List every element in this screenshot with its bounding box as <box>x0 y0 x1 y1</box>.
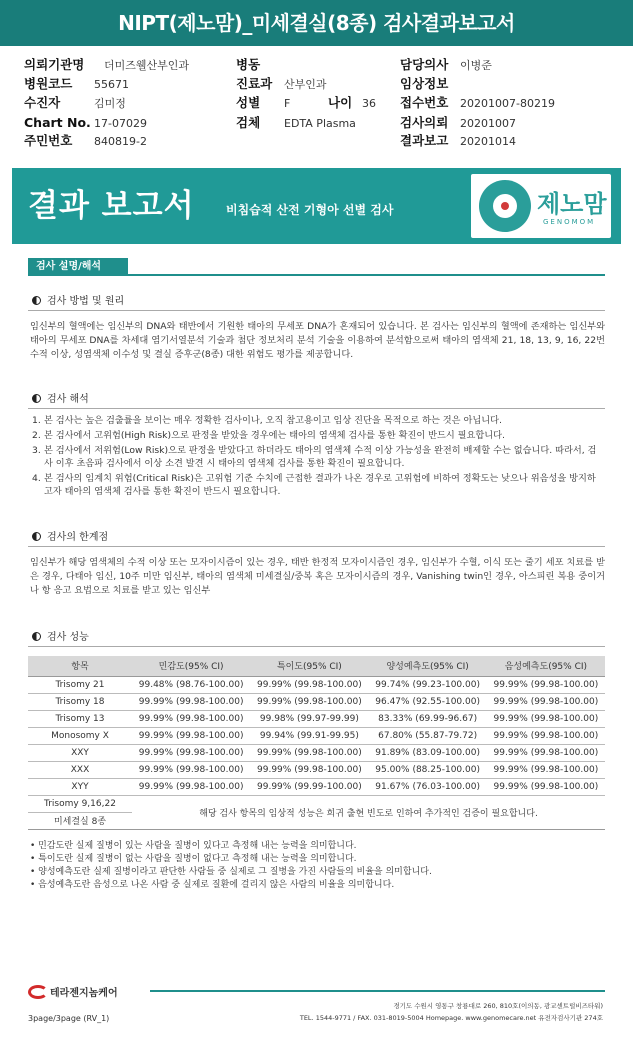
patient-info <box>0 52 633 152</box>
half-circle-icon <box>32 532 41 541</box>
info-examinee: 수진자 김미정 <box>24 95 126 110</box>
note-item: • 특이도란 실제 질병이 없는 사람을 질병이 없다고 측정해 내는 능력을 의미합니다. <box>30 854 357 864</box>
info-ward: 병동 <box>236 57 261 72</box>
half-circle-icon <box>32 632 41 641</box>
info-receipt-no: 접수번호 20201007-80219 <box>400 95 555 110</box>
table-row: XXX 99.99% (99.98-100.00) 99.99% (99.98-100.00) 95.00% (88.25-100.00) 99.99% (99.98-100.00) <box>28 761 605 778</box>
section-tab: 검사 설명/해석 <box>28 258 128 275</box>
info-department: 진료과 산부인과 <box>236 76 327 91</box>
genomom-logo <box>471 174 611 238</box>
logo-emblem-icon <box>479 180 531 232</box>
column-header: 항목 <box>28 656 132 676</box>
table-row: Trisomy 21 99.48% (98.76-100.00) 99.99% (99.98-100.00) 99.74% (99.23-100.00) 99.99% (99.98-100.00) <box>28 676 605 693</box>
table-row-rare: 미세결실 8종 <box>28 812 605 829</box>
logo-subtext: GENOMOM <box>543 218 596 226</box>
table-row: XXY 99.99% (99.98-100.00) 99.99% (99.98-100.00) 91.89% (83.09-100.00) 99.99% (99.98-100.00) <box>28 744 605 761</box>
section-divider <box>28 274 605 276</box>
banner-subtitle: 비침습적 산전 기형아 선별 검사 <box>226 203 394 217</box>
info-hospital-code: 병원코드 55671 <box>24 76 129 91</box>
table-row: XYY 99.99% (99.98-100.00) 99.99% (99.99-100.00) 91.67% (76.03-100.00) 99.99% (99.98-100.00) <box>28 778 605 795</box>
interpretation-list <box>32 414 602 500</box>
limits-heading: 검사의 한계점 <box>32 528 108 543</box>
list-item: 4. 본 검사의 임계치 위험(Critical Risk)은 고위험 기준 수치에 근접한 결과가 나온 경우로 고위험에 비하여 정확도는 낮으나 위음성을 방지하고자 태아의 염색체 검사를 통한 확진이 반드시 필요합니다. <box>32 473 596 497</box>
footer-address: 경기도 수원시 영통구 창룡대로 260, 810호(이의동, 광교센트럴비즈타워) TEL. 1544-9771 / FAX. 031-8019-5004 Homepage. www.genomecare.net 유전자검사기관 274호 <box>299 1002 603 1022</box>
method-heading: 검사 방법 및 원리 <box>32 292 124 307</box>
half-circle-icon <box>32 394 41 403</box>
footer-divider <box>150 990 605 992</box>
table-row-rare: Trisomy 9,16,22 해당 검사 항목의 임상적 성능은 희귀 출현 빈도로 인하여 추가적인 검증이 필요합니다. <box>28 795 605 812</box>
result-banner <box>12 168 621 244</box>
interpretation-heading: 검사 해석 <box>32 390 89 405</box>
info-clinical: 임상정보 <box>400 76 449 91</box>
info-specimen: 검체 EDTA Plasma <box>236 115 356 130</box>
column-header: 음성예측도(95% CI) <box>487 656 605 676</box>
divider <box>28 546 605 547</box>
logo-text: 제노맘 <box>537 190 607 218</box>
definition-notes <box>30 840 605 892</box>
info-age: 나이 36 <box>328 95 376 110</box>
page-number: 3page/3page (RV_1) <box>28 1014 110 1023</box>
list-item: 2. 본 검사에서 고위험(High Risk)으로 판정을 받았을 경우에는 태아의 염색체 검사를 통한 확진이 반드시 필요합니다. <box>32 430 505 441</box>
performance-table <box>28 656 605 830</box>
company-logo: 테라젠지놈케어 <box>28 984 118 999</box>
performance-heading: 검사 성능 <box>32 628 89 643</box>
banner-title: 결과 보고서 <box>28 188 195 224</box>
info-sex: 성별 F <box>236 95 291 110</box>
table-row: Trisomy 13 99.99% (99.98-100.00) 99.98% (99.97-99.99) 83.33% (69.99-96.67) 99.99% (99.98-100.00) <box>28 710 605 727</box>
column-header: 양성예측도(95% CI) <box>369 656 487 676</box>
half-circle-icon <box>32 296 41 305</box>
list-item: 3. 본 검사에서 저위험(Low Risk)으로 판정을 받았다고 하더라도 태아의 염색체 수적 이상 가능성을 완전히 배제할 수는 없습니다. 따라서, 검사 이후 초음파 검사에서 이상 소견 발견 시 태아의 염색체 검사를 통한 확진이 필요합니다. <box>32 445 597 469</box>
column-header: 민감도(95% CI) <box>132 656 250 676</box>
table-row: Trisomy 18 99.99% (99.98-100.00) 99.99% (99.98-100.00) 96.47% (92.55-100.00) 99.99% (99.98-100.00) <box>28 693 605 710</box>
company-logo-icon <box>28 985 48 999</box>
info-resident-no: 주민번호 840819-2 <box>24 133 147 148</box>
info-doctor: 담당의사 이병준 <box>400 57 492 72</box>
note-item: • 민감도란 실제 질병이 있는 사람을 질병이 있다고 측정해 내는 능력을 의미합니다. <box>30 841 357 851</box>
divider <box>28 646 605 647</box>
note-item: • 음성예측도란 음성으로 나온 사람 중 실제로 질환에 걸리지 않은 사람의 비율을 의미합니다. <box>30 880 395 890</box>
column-header: 특이도(95% CI) <box>250 656 368 676</box>
info-hospital: 의뢰기관명 더미즈웰산부인과 <box>24 57 190 72</box>
list-item: 1. 본 검사는 높은 검출률을 보이는 매우 정확한 검사이나, 오직 참고용이고 임상 진단을 목적으로 하는 것은 아닙니다. <box>32 415 502 426</box>
divider <box>28 408 605 409</box>
limits-text: 임신부가 해당 염색체의 수적 이상 또는 모자이시즘이 있는 경우, 태반 한정적 모자이시즘인 경우, 임신부가 수혈, 이식 또는 줄기 세포 치료를 받은 경우, 다태아 임신, 10주 미만 임신부, 태아의 염색체 미세결실/중복 혹은 모자이시즘의 경우, Vanishing twin인 경우, 아스피린 복용 중이거나 항 응고 요법으로 치료를 받고 있는 임신부 <box>30 557 605 596</box>
info-report-date: 결과보고 20201014 <box>400 133 516 148</box>
table-header-row <box>28 656 605 676</box>
method-text: 임신부의 혈액에는 임신부의 DNA와 태반에서 기원한 태아의 무세포 DNA가 혼재되어 있습니다. 본 검사는 임신부의 혈액에 존재하는 임신부와 태아의 무세포 DNA를 차세대 염기서열분석 기술과 첨단 정보처리 분석 기술을 이용하여 분석함으로써 태아의 염색체 21, 18, 13, 9, 16, 22번 수적 이상, 성염색체 이수성 및 결실 증후군(8종) 대한 위험도 평가를 제공합니다. <box>30 321 605 360</box>
rare-note: 해당 검사 항목의 임상적 성능은 희귀 출현 빈도로 인하여 추가적인 검증이 필요합니다. <box>132 795 605 829</box>
divider <box>28 310 605 311</box>
table-row: Monosomy X 99.99% (99.98-100.00) 99.94% (99.91-99.95) 67.80% (55.87-79.72) 99.99% (99.98-100.00) <box>28 727 605 744</box>
info-chart-no: Chart No. 17-07029 <box>24 115 147 130</box>
report-title: NIPT(제노맘)_미세결실(8종) 검사결과보고서 <box>0 0 633 46</box>
info-request-date: 검사의뢰 20201007 <box>400 115 516 130</box>
note-item: • 양성예측도란 실제 질병이라고 판단한 사람들 중 실제로 그 질병을 가진 사람들의 비율을 의미합니다. <box>30 867 432 877</box>
